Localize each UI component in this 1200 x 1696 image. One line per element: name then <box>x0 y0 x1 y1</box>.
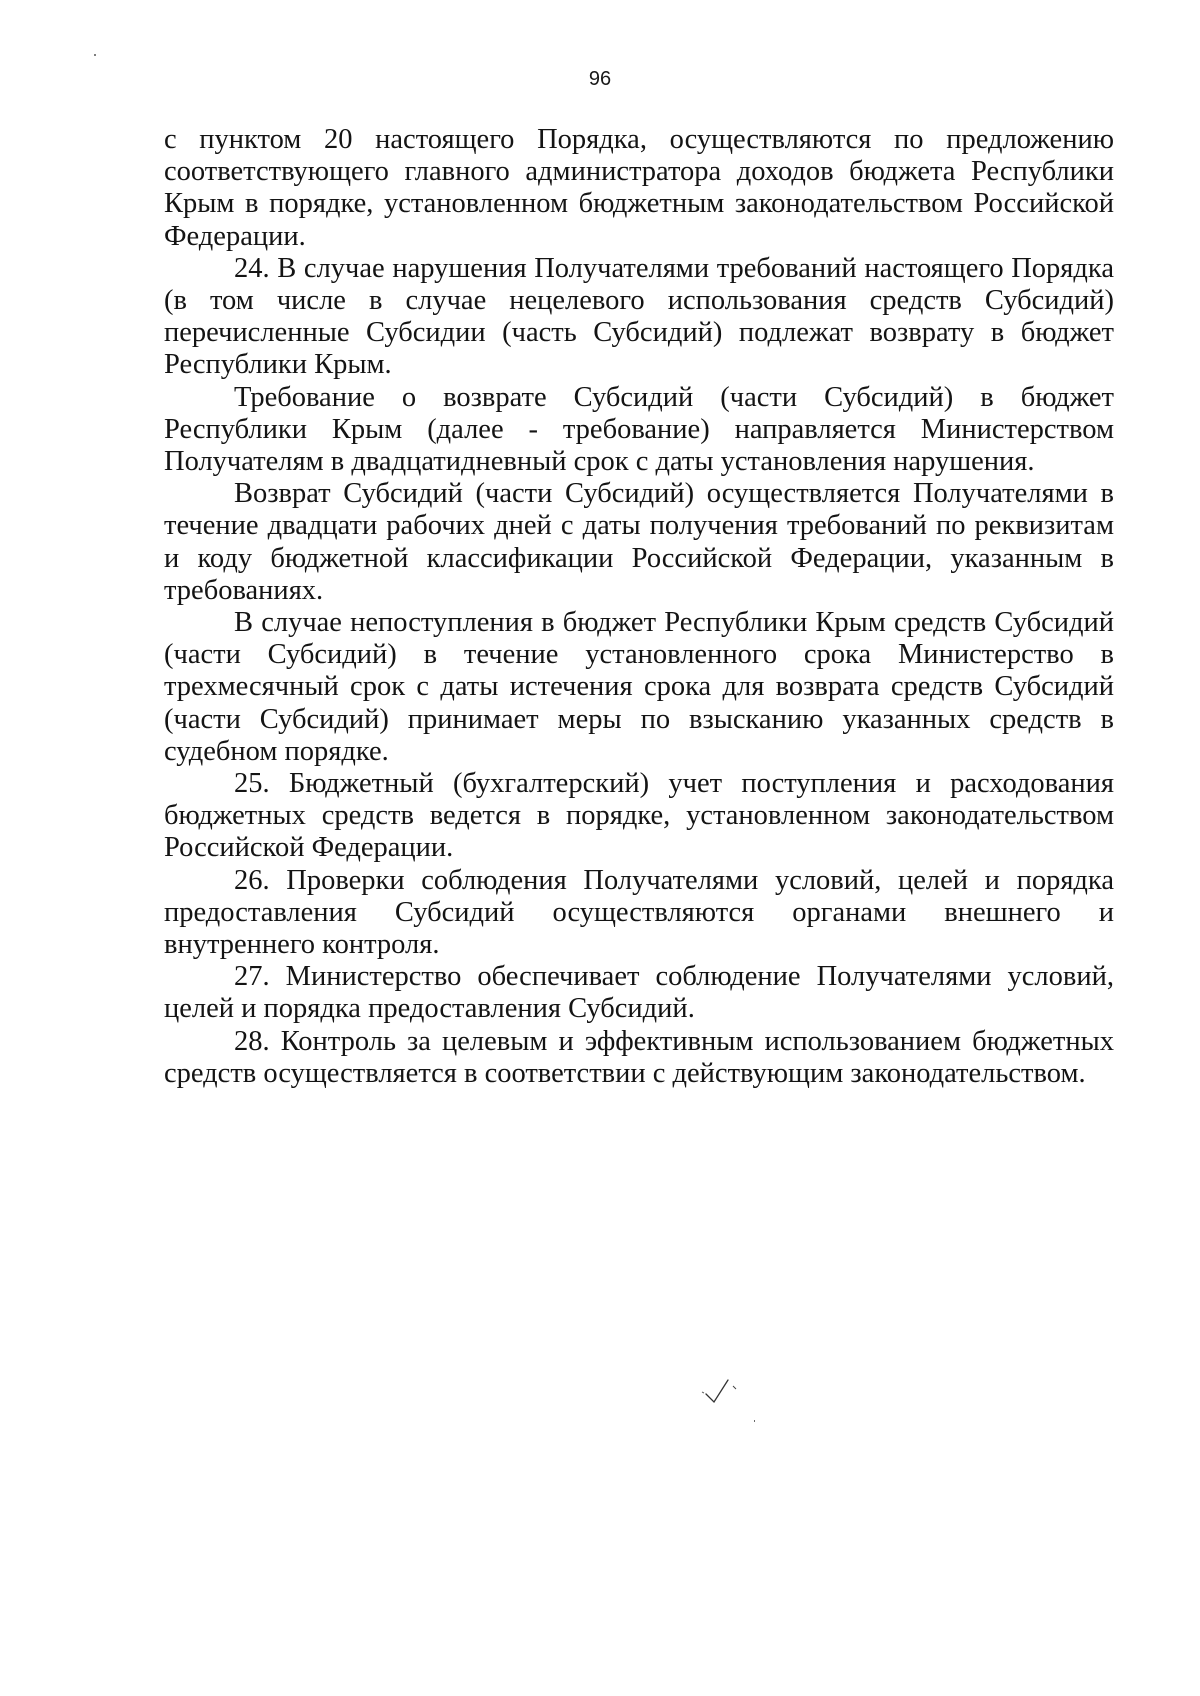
paragraph-continuation: с пунктом 20 настоящего Порядка, осуществляются по предложению соответствующего главного администратора доходов бюджета Республики Крым в порядке, установленном бюджетным законодательством Российской Федерации. <box>164 124 1114 252</box>
page-number: 96 <box>588 68 612 90</box>
paragraph-27: 27. Министерство обеспечивает соблюдение Получателями условий, целей и порядка предоставления Субсидий. <box>164 961 1114 1025</box>
paragraph-26: 26. Проверки соблюдения Получателями условий, целей и порядка предоставления Субсидий осуществляются органами внешнего и внутреннего контроля. <box>164 864 1114 961</box>
paragraph-25: 25. Бюджетный (бухгалтерский) учет поступления и расходования бюджетных средств ведется в порядке, установленном законодательством Российской Федерации. <box>164 768 1114 864</box>
document-body <box>164 124 1114 1090</box>
scan-speck-icon <box>754 1420 755 1422</box>
paragraph-24-demand: Требование о возврате Субсидий (части Субсидий) в бюджет Республики Крым (далее - требование) направляется Министерством Получателям в двадцатидневный срок с даты установления нарушения. <box>164 381 1114 478</box>
pen-mark-icon <box>700 1372 760 1422</box>
scan-speck-icon <box>94 54 96 56</box>
paragraph-24-return: Возврат Субсидий (части Субсидий) осуществляется Получателями в течение двадцати рабочих дней с даты получения требований по реквизитам и коду бюджетной классификации Российской Федерации, указанным в требованиях. <box>164 478 1114 606</box>
paragraph-24-court: В случае непоступления в бюджет Республики Крым средств Субсидий (части Субсидий) в течение установленного срока Министерство в трехмесячный срок с даты истечения срока для возврата средств Субсидий (части Субсидий) принимает меры по взысканию указанных средств в судебном порядке. <box>164 607 1114 767</box>
paragraph-28: 28. Контроль за целевым и эффективным использованием бюджетных средств осуществляется в соответствии с действующим законодательством. <box>164 1025 1114 1089</box>
paragraph-24: 24. В случае нарушения Получателями требований настоящего Порядка (в том числе в случае нецелевого использования средств Субсидий) перечисленные Субсидии (часть Субсидий) подлежат возврату в бюджет Республики Крым. <box>164 252 1114 381</box>
